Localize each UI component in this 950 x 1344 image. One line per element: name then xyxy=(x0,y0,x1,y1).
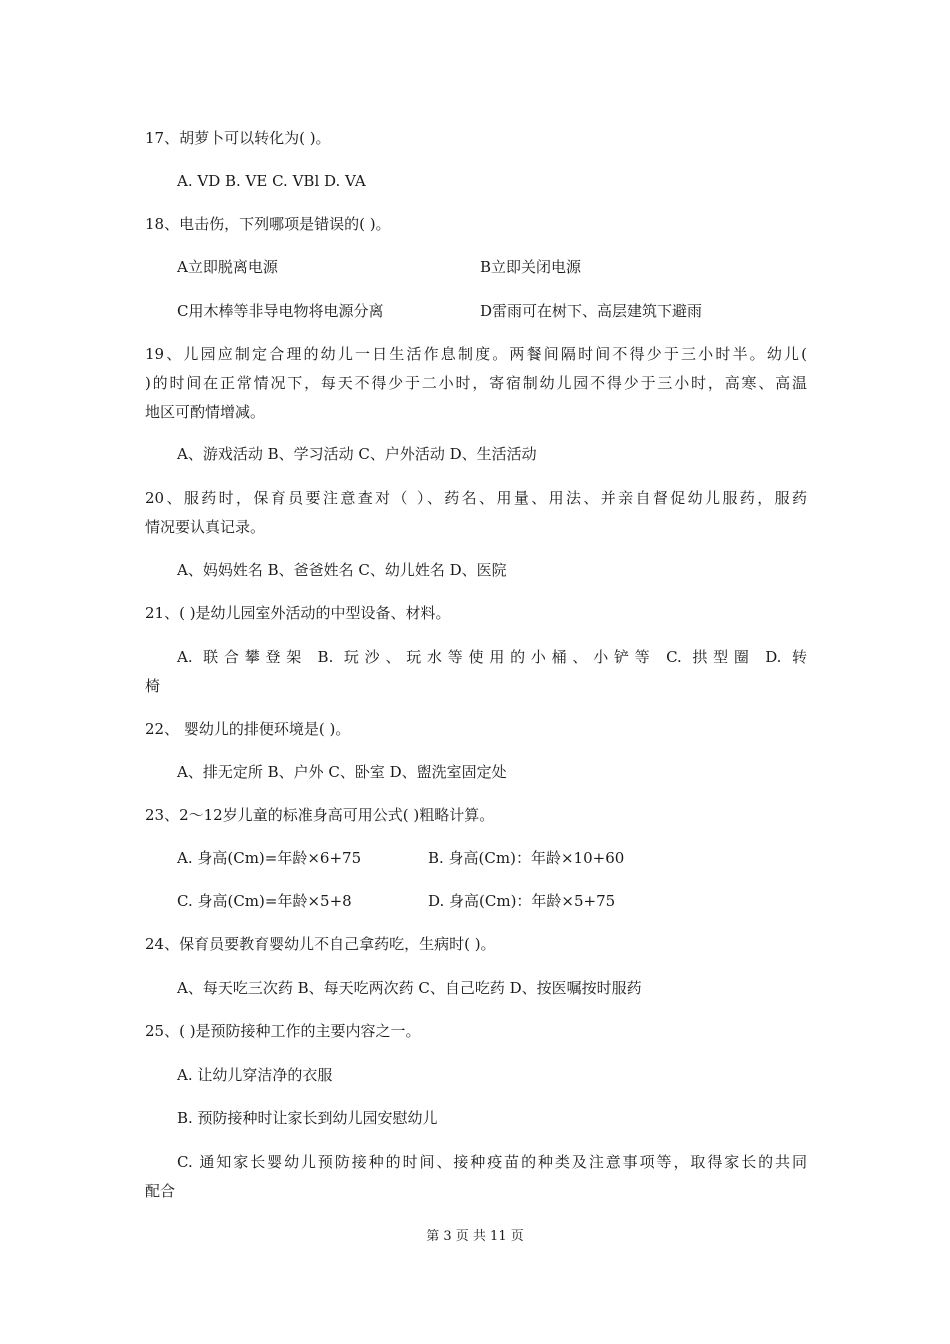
q24-options: A、每天吃三次药 B、每天吃两次药 C、自己吃药 D、按医嘱按时服药 xyxy=(177,979,642,997)
q22-stem: 22、 婴幼儿的排便环境是( )。 xyxy=(145,720,351,738)
q25-option-b: B. 预防接种时让家长到幼儿园安慰幼儿 xyxy=(177,1109,438,1127)
q23-option-a: A. 身高(Cm)=年龄×6+75 xyxy=(177,849,362,867)
q19-stem-line3: 地区可酌情增减。 xyxy=(145,403,266,421)
q23-option-b: B. 身高(Cm)：年龄×10+60 xyxy=(428,849,625,867)
q21-stem: 21、( )是幼儿园室外活动的中型设备、材料。 xyxy=(145,604,451,622)
q19-options: A、游戏活动 B、学习活动 C、户外活动 D、生活活动 xyxy=(177,445,537,463)
q21-options-line1: A. 联合攀登架 B. 玩沙、玩水等使用的小桶、小铲等 C. 拱型圈 D. 转 xyxy=(177,648,807,666)
q25-stem: 25、( )是预防接种工作的主要内容之一。 xyxy=(145,1022,421,1040)
q19-stem-line2: )的时间在正常情况下，每天不得少于二小时，寄宿制幼儿园不得少于三小时，高寒、高温 xyxy=(145,374,807,392)
q18-option-d: D雷雨可在树下、高层建筑下避雨 xyxy=(480,302,703,320)
q23-stem: 23、2～12岁儿童的标准身高可用公式( )粗略计算。 xyxy=(145,806,495,824)
q25-option-c-line2: 配合 xyxy=(145,1182,176,1200)
q24-stem: 24、保育员要教育婴幼儿不自己拿药吃，生病时( )。 xyxy=(145,935,496,953)
q20-stem-line2: 情况要认真记录。 xyxy=(145,518,266,536)
q18-option-c: C用木棒等非导电物将电源分离 xyxy=(177,302,384,320)
q19-stem-line1: 19、儿园应制定合理的幼儿一日生活作息制度。两餐间隔时间不得少于三小时半。幼儿( xyxy=(145,345,807,363)
q25-option-a: A. 让幼儿穿洁净的衣服 xyxy=(177,1066,333,1084)
q25-option-c-line1: C. 通知家长婴幼儿预防接种的时间、接种疫苗的种类及注意事项等，取得家长的共同 xyxy=(177,1153,807,1171)
q20-stem-line1: 20、服药时，保育员要注意查对（ ）、药名、用量、用法、并亲自督促幼儿服药，服药 xyxy=(145,489,807,507)
q22-options: A、排无定所 B、户外 C、卧室 D、盥洗室固定处 xyxy=(177,763,507,781)
q18-option-a: A立即脱离电源 xyxy=(177,258,278,276)
q23-option-d: D. 身高(Cm)：年龄×5+75 xyxy=(428,892,616,910)
q18-stem: 18、电击伤，下列哪项是错误的( )。 xyxy=(145,215,391,233)
q23-option-c: C. 身高(Cm)=年龄×5+8 xyxy=(177,892,352,910)
q17-options: A. VD B. VE C. VBl D. VA xyxy=(177,172,366,190)
q18-option-b: B立即关闭电源 xyxy=(480,258,582,276)
page-number-footer: 第 3 页 共 11 页 xyxy=(426,1229,524,1244)
q20-options: A、妈妈姓名 B、爸爸姓名 C、幼儿姓名 D、医院 xyxy=(177,561,507,579)
q21-options-line2: 椅 xyxy=(145,677,161,695)
q17-stem: 17、胡萝卜可以转化为( )。 xyxy=(145,129,331,147)
